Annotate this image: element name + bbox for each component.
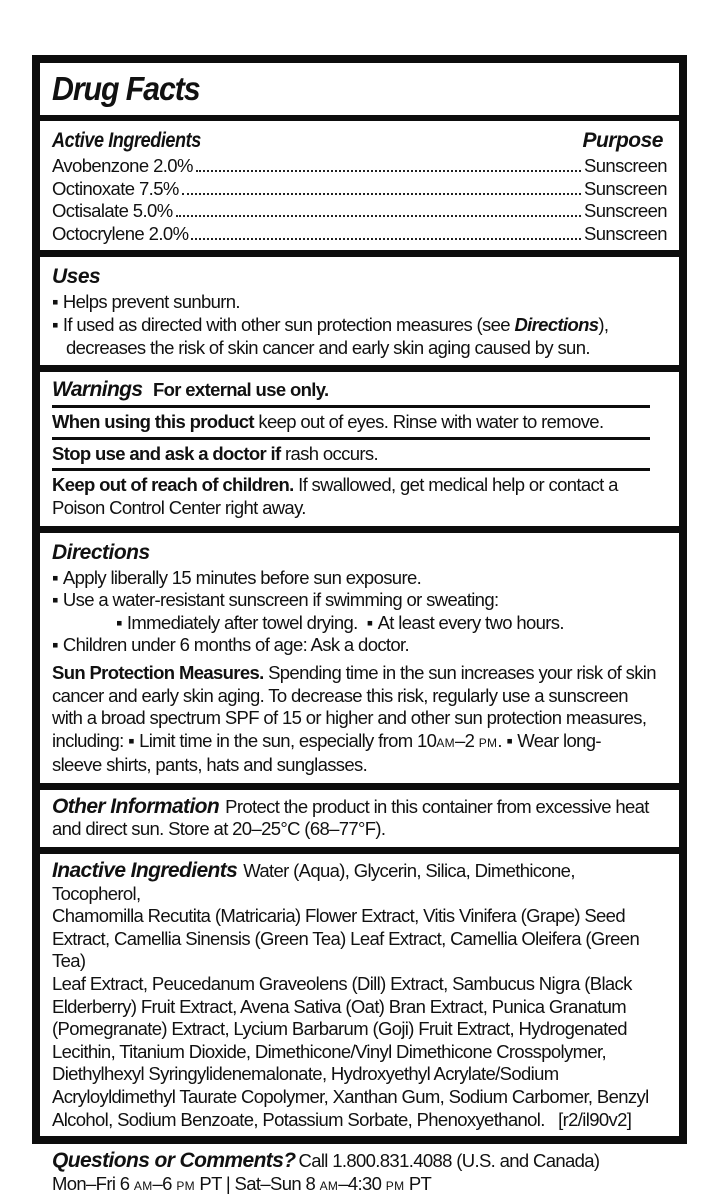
directions-subitem: ▪ At least every two hours. — [367, 612, 564, 633]
ingredient-name: Octocrylene 2.0% — [52, 222, 189, 244]
ingredient-row — [52, 155, 667, 178]
inactive-ingredients-line: Leaf Extract, Peucedanum Graveolens (Dill) Extract, Sambucus Nigra (Black — [52, 973, 632, 995]
directions-item-text: Use a water-resistant sunscreen if swimming or sweating: — [62, 589, 499, 611]
uses-section — [40, 257, 679, 372]
spm-text-line: sleeve shirts, pants, hats and sunglasses. — [52, 754, 368, 776]
inactive-ingredients-line — [52, 860, 667, 905]
inactive-ingredients-line: Extract, Camellia Sinensis (Green Tea) Leaf Extract, Camellia Oleifera (Green Tea) — [52, 927, 640, 972]
spm-text-line: cancer and early skin aging. To decrease this risk, regularly use a sunscreen — [52, 684, 628, 706]
spm-text: Limit time in the sun, especially from 10 — [139, 729, 437, 751]
drug-facts-panel — [32, 55, 687, 1194]
warning-text: keep out of eyes. Rinse with water to remove. — [253, 411, 604, 433]
inactive-ingredients-section — [40, 854, 679, 1144]
inactive-ingredients-line: Diethylhexyl Syringylidenemalonate, Hydroxyethyl Acrylate/Sodium — [52, 1063, 559, 1085]
spm-bullet — [506, 730, 601, 751]
hours-text: PT | Sat–Sun 8 — [194, 1172, 320, 1194]
active-ingredients-header — [52, 127, 667, 155]
other-information-section — [40, 790, 679, 854]
active-ingredients-section — [40, 121, 679, 257]
spm-text: Spending time in the sun increases your risk of skin — [263, 661, 656, 683]
spm-text: Wear long- — [517, 729, 601, 751]
leader-dots — [182, 193, 581, 195]
spm-text: including: — [52, 729, 129, 751]
directions-item-text: Apply liberally 15 minutes before sun exposure. — [62, 566, 422, 588]
leader-dots — [191, 238, 581, 240]
questions-section — [40, 1144, 679, 1203]
spm-bullet — [128, 730, 436, 751]
uses-item-text: If used as directed with other sun protection measures (see — [62, 313, 515, 335]
uses-item-continuation: decreases the risk of skin cancer and early skin aging caused by sun. — [66, 336, 590, 358]
spm-bold-label: Sun Protection Measures. — [52, 661, 264, 683]
warnings-heading: Warnings — [52, 378, 143, 402]
warning-bold-label: Stop use and ask a doctor if — [52, 442, 281, 464]
uses-item — [52, 291, 667, 314]
pm-label: PM — [385, 1178, 405, 1193]
am-label: AM — [436, 735, 455, 750]
directions-subitems — [52, 612, 667, 635]
sun-protection-measures — [52, 662, 667, 685]
am-label: AM — [133, 1178, 153, 1193]
spm-text: –2 — [454, 729, 475, 751]
inactive-ingredients-line: Acryloyldimethyl Taurate Copolymer, Xanthan Gum, Sodium Carbomer, Benzyl — [52, 1086, 649, 1107]
hours-text: Mon–Fri 6 — [52, 1172, 134, 1194]
uses-item-text: ), — [598, 313, 609, 335]
divider-rule — [52, 437, 650, 440]
hours-text: –4:30 — [338, 1172, 386, 1194]
ingredient-purpose: Sunscreen — [583, 155, 667, 176]
directions-item — [52, 589, 667, 612]
warnings-subheading: For external use only. — [152, 379, 329, 401]
hours-text: PT — [404, 1172, 432, 1194]
title-section — [40, 63, 679, 121]
pm-label: PM — [176, 1178, 195, 1193]
inactive-ingredients-line: Chamomilla Recutita (Matricaria) Flower Extract, Vitis Vinifera (Grape) Seed — [52, 905, 625, 927]
other-information-text: Protect the product in this container from excessive heat — [225, 795, 649, 817]
page-title: Drug Facts — [52, 70, 200, 107]
ingredient-purpose: Sunscreen — [583, 222, 667, 244]
ingredient-row — [52, 200, 667, 223]
uses-item — [52, 314, 667, 337]
warnings-section — [40, 372, 679, 532]
leader-dots — [176, 215, 581, 217]
ingredient-purpose: Sunscreen — [583, 200, 667, 222]
spm-text-line — [52, 730, 667, 755]
other-information-line: and direct sun. Store at 20–25°C (68–77°F). — [52, 818, 386, 840]
questions-line — [52, 1150, 667, 1173]
inactive-ingredients-line: Alcohol, Sodium Benzoate, Potassium Sorbate, Phenoxyethanol. [r2/il90v2] — [52, 1108, 632, 1130]
ingredient-name: Octinoxate 7.5% — [52, 177, 179, 199]
warning-bold-label: Keep out of reach of children. — [52, 474, 294, 496]
directions-heading: Directions — [52, 540, 150, 564]
uses-heading: Uses — [52, 265, 101, 289]
inactive-ingredients-heading: Inactive Ingredients — [52, 859, 238, 883]
warning-text: If swallowed, get medical help or contact a — [293, 474, 618, 496]
warning-keep-out-continuation: Poison Control Center right away. — [52, 496, 306, 518]
warning-keep-out — [52, 474, 667, 497]
warning-text: rash occurs. — [280, 442, 378, 464]
directions-section — [40, 533, 679, 790]
hours-line — [52, 1173, 667, 1198]
uses-item-text: Helps prevent sunburn. — [62, 291, 240, 313]
active-ingredients-heading: Active Ingredients — [52, 129, 201, 152]
inactive-ingredients-line: (Pomegranate) Extract, Lycium Barbarum (Goji) Fruit Extract, Hydrogenated — [52, 1018, 627, 1040]
directions-subitem: ▪ Immediately after towel drying. — [116, 612, 358, 633]
spm-text: . — [497, 729, 507, 751]
divider-rule — [52, 405, 650, 408]
ingredient-purpose: Sunscreen — [583, 177, 667, 199]
warning-stop-use — [52, 443, 667, 466]
directions-item — [52, 567, 667, 590]
phone-text: Call 1.800.831.4088 (U.S. and Canada) — [298, 1150, 600, 1172]
warning-bold-label: When using this product — [52, 411, 254, 433]
spm-text-line: with a broad spectrum SPF of 15 or higher and other sun protection measures, — [52, 707, 647, 729]
directions-reference: Directions — [514, 313, 599, 335]
other-information-heading: Other Information — [52, 794, 220, 818]
inactive-ingredients-text: Water (Aqua), Glycerin, Silica, Dimethicone, Tocopherol, — [52, 860, 575, 904]
warnings-header — [52, 378, 667, 402]
inactive-ingredients-line: Elderberry) Fruit Extract, Avena Sativa (Oat) Bran Extract, Punica Granatum — [52, 995, 626, 1017]
am-label: AM — [319, 1178, 339, 1193]
ingredient-row — [52, 178, 667, 201]
ingredient-row — [52, 223, 667, 246]
ingredient-name: Avobenzone 2.0% — [52, 155, 193, 176]
purpose-heading: Purpose — [582, 129, 663, 152]
pm-label: PM — [478, 735, 498, 750]
directions-item-text: Children under 6 months of age: Ask a doctor. — [62, 634, 410, 656]
leader-dots — [196, 170, 581, 172]
warning-when-using — [52, 411, 667, 434]
directions-item — [52, 634, 667, 657]
other-information-line — [52, 796, 667, 819]
questions-heading: Questions or Comments? — [52, 1149, 296, 1173]
ingredient-name: Octisalate 5.0% — [52, 200, 173, 222]
divider-rule — [52, 468, 650, 471]
inactive-ingredients-line: Lecithin, Titanium Dioxide, Dimethicone/Vinyl Dimethicone Crosspolymer, — [52, 1040, 606, 1062]
hours-text: –6 — [152, 1172, 177, 1194]
